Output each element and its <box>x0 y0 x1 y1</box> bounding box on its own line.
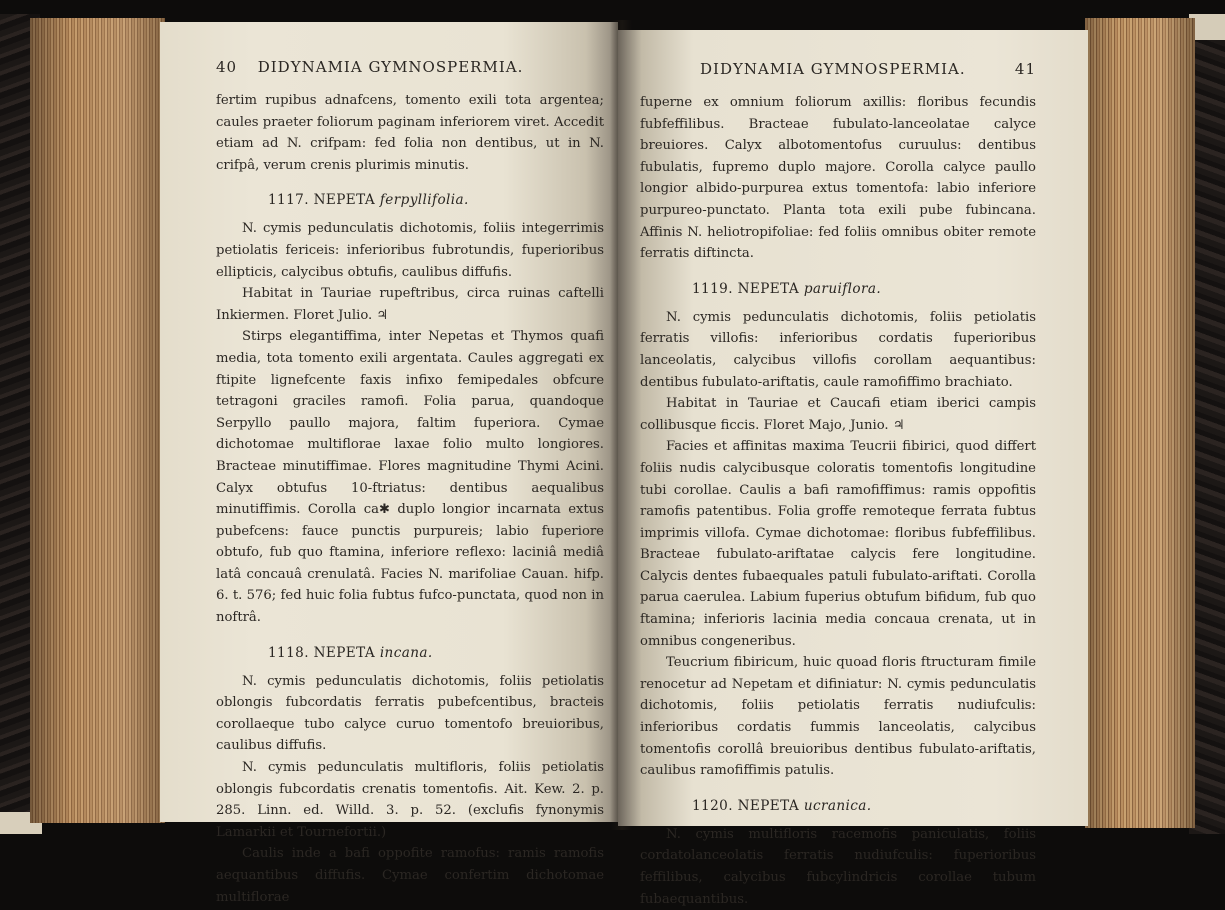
diagnosis-paragraph: N. cymis pedunculatis dichotomis, foliis integerrimis petiolatis fericeis: inferioribus fubrotundis, fuperioribus ellipticis, calycibus obtufis, caulibus diffufis. <box>216 221 604 280</box>
species-heading-1119 <box>640 281 1036 297</box>
description-paragraph: Caulis inde a bafi oppofite ramofus: ramis ramofis aequantibus diffufis. Cymae confertim dichotomae multiflorae <box>216 846 604 905</box>
left-running-title: DIDYNAMIA GYMNOSPERMIA. <box>257 58 524 76</box>
habitat-paragraph: Habitat in Tauriae et Caucafi etiam iberici campis collibusque ficcis. Floret Majo, Junio. ♃ <box>640 396 1036 433</box>
description-paragraph: Facies et affinitas maxima Teucrii fibirici, quod differt foliis nudis calycibusque coloratis tomentofis longitudine tubi corollae. Caulis a bafi ramofiffimus: ramis oppofitis ramofis patentibus. Folia groffe remoteque ferrata fubtus imprimis villofa. Cymae dichotomae: floribus fubfeffilibus. Bracteae fubulato-ariftatae calycis fere longitudine. Calycis dentes fubaequales patuli fubulato-ariftati. Corolla parua caerulea. Labium fuperius obtufum bifidum, fub quo ftamina; inferioris lacinia media concaua crenata, ut in omnibus congeneribus. <box>640 439 1036 649</box>
species-epithet: ferpyllifolia. <box>379 192 469 209</box>
description-paragraph: Stirps elegantiffima, inter Nepetas et Thymos quafi media, tota tomento exili argentata. Caules aggregati ex ftipite lignefcente faxis infixo femipedales obfcure tetragoni graciles ramofi. Folia parua, quandoque Serpyllo paullo majora, faltim fuperiora. Cymae dichotomae multiflorae laxae folio multo longiores. Bracteae minutiffimae. Flores magnitudine Thymi Acini. Calyx obtufus 10-ftriatus: dentibus aequalibus minutiffimis. Corolla ca✱ duplo longior incarnata extus pubefcens: fauce punctis purpureis; labio fuperiore obtufo, fub quo ftamina, inferiore reflexo: laciniâ mediâ latâ concauâ crenulatâ. Facies N. marifoliae Cauan. hifp. 6. t. 576; fed huic folia fubtus fufco-punctata, quod non in noftrâ. <box>216 329 604 626</box>
diagnosis-paragraph: N. cymis multifloris racemofis paniculatis, foliis cordatolanceolatis ferratis nudiufculis: fuperioribus feffilibus, calycibus fubcylindricis corollae tubum fubaequantibus. <box>640 826 1036 907</box>
species-heading-1120 <box>640 798 1036 814</box>
species-number: 1119. NEPETA <box>692 280 800 297</box>
page-block-edge-left <box>30 18 165 823</box>
right-page-number: 41 <box>1014 60 1036 78</box>
habitat-paragraph: Habitat in Tauriae rupeftribus, circa ruinas caftelli Inkiermen. Floret Julio. ♃ <box>216 286 604 323</box>
page-block-edge-right <box>1085 18 1195 828</box>
right-page <box>618 30 1088 907</box>
left-page <box>160 22 618 905</box>
species-heading-1117 <box>216 192 604 208</box>
species-epithet: paruiflora. <box>803 280 882 297</box>
species-number: 1118. NEPETA <box>268 644 376 661</box>
right-running-head <box>640 60 1036 78</box>
right-continued-paragraph: fuperne ex omnium foliorum axillis: floribus fecundis fubfeffilibus. Bracteae fubulato-lanceolatae calyce breuiores. Calyx albotomentofus curuulus: dentibus fubulatis, fupremo duplo majore. Corolla calyce paullo longior albido-purpurea extus tomentofa: labio inferiore purpureo-punctato. Planta tota exili pube fubincana. Affinis N. heliotropifoliae: fed foliis omnibus obiter remote ferratis diftincta. <box>640 95 1036 262</box>
species-epithet: incana. <box>379 644 433 661</box>
left-running-head <box>216 58 604 76</box>
species-number: 1120. NEPETA <box>692 797 800 814</box>
left-continued-paragraph: fertim rupibus adnafcens, tomento exili tota argentea; caules praeter foliorum paginam inferiorem viret. Accedit etiam ad N. crifpam: fed folia non dentibus, ut in N. crifpâ, verum crenis plurimis minutis. <box>216 93 604 173</box>
species-number: 1117. NEPETA <box>268 192 376 209</box>
left-page-number: 40 <box>216 58 238 76</box>
diagnosis-paragraph: N. cymis pedunculatis dichotomis, foliis petiolatis ferratis villofis: inferioribus cordatis fuperioribus lanceolatis, calycibus villofis corollam aequantibus: dentibus fubulato-ariftatis, caule ramofiffimo brachiato. <box>640 309 1036 390</box>
species-epithet: ucranica. <box>803 797 872 814</box>
species-heading-1118 <box>216 645 604 661</box>
synonym-paragraph: N. cymis pedunculatis multifloris, foliis petiolatis oblongis fubcordatis crenatis tomentofis. Ait. Kew. 2. p. 285. Linn. ed. Willd. 3. p. 52. (exclufis fynonymis Lamarkii et Tournefortii.) <box>216 760 604 840</box>
diagnosis-paragraph: N. cymis pedunculatis dichotomis, foliis petiolatis oblongis fubcordatis ferratis pubefcentibus, bracteis corollaeque tubo calyce curuo tomentofo breuioribus, caulibus diffufis. <box>216 673 604 754</box>
teucrium-paragraph: Teucrium fibiricum, huic quoad floris ftructuram fimile renocetur ad Nepetam et difiniatur: N. cymis pedunculatis dichotomis, foliis petiolatis ferratis nudiufculis: inferioribus cordatis fummis lanceolatis, calycibus tomentofis corollâ breuioribus dentibus fubulato-ariftatis, caulibus ramofiffimis patulis. <box>640 655 1036 779</box>
right-running-title: DIDYNAMIA GYMNOSPERMIA. <box>700 60 966 78</box>
